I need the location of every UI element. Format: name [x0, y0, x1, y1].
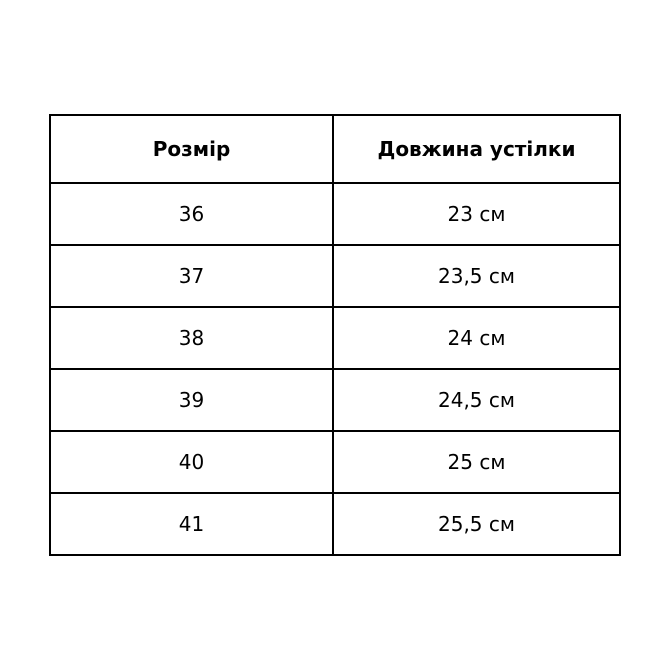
column-header-insole-length: Довжина устілки	[333, 115, 620, 183]
table-row	[50, 245, 620, 307]
cell-size: 40	[50, 431, 333, 493]
cell-insole-length: 23,5 см	[333, 245, 620, 307]
table-body	[50, 183, 620, 555]
cell-insole-length: 25 см	[333, 431, 620, 493]
cell-insole-length: 23 см	[333, 183, 620, 245]
size-chart-table	[49, 114, 621, 556]
cell-size: 36	[50, 183, 333, 245]
column-header-size: Розмір	[50, 115, 333, 183]
table-row	[50, 183, 620, 245]
cell-insole-length: 24,5 см	[333, 369, 620, 431]
cell-size: 39	[50, 369, 333, 431]
cell-insole-length: 24 см	[333, 307, 620, 369]
table-header-row	[50, 115, 620, 183]
cell-insole-length: 25,5 см	[333, 493, 620, 555]
table-row	[50, 369, 620, 431]
table-row	[50, 307, 620, 369]
cell-size: 41	[50, 493, 333, 555]
table-row	[50, 431, 620, 493]
cell-size: 38	[50, 307, 333, 369]
cell-size: 37	[50, 245, 333, 307]
table-header	[50, 115, 620, 183]
table-row	[50, 493, 620, 555]
